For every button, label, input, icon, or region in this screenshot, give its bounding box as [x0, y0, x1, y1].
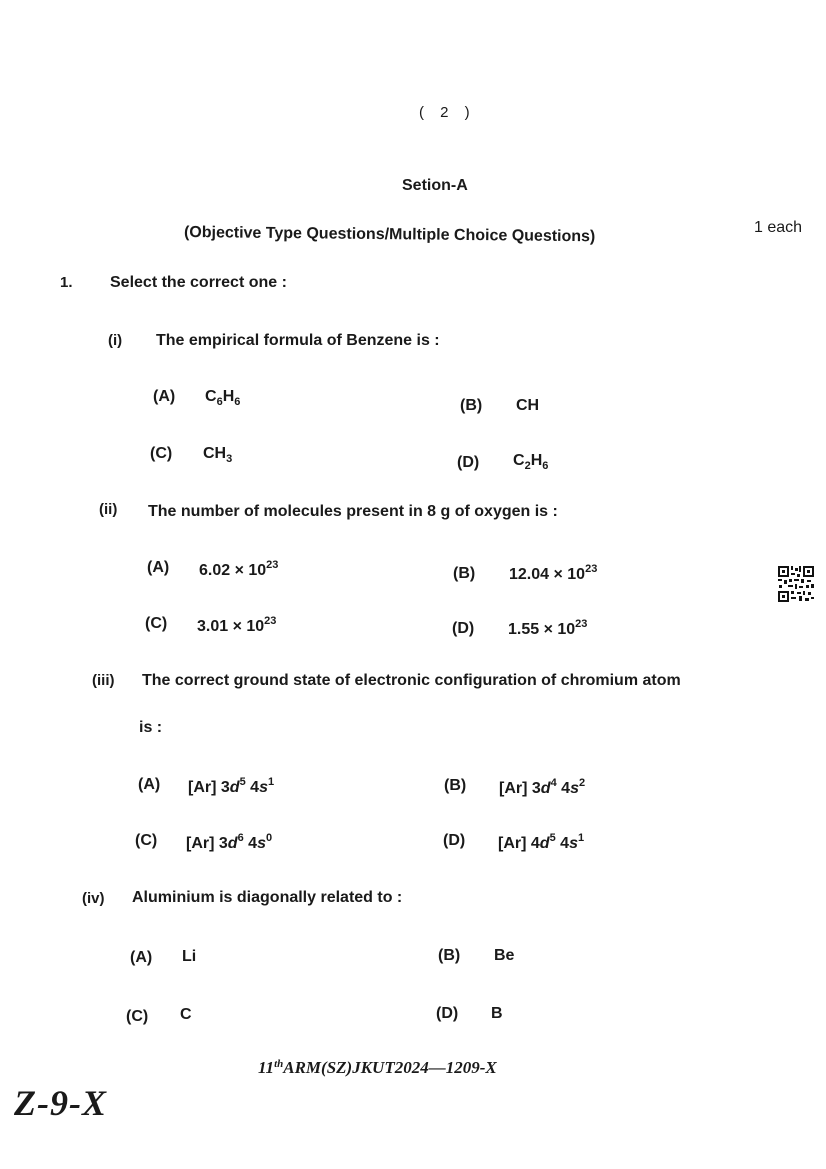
option-value: B — [491, 1005, 503, 1022]
option-label: (A) — [138, 776, 161, 793]
option-label: (C) — [145, 615, 168, 632]
part-label: (iv) — [82, 890, 105, 907]
option-value: [Ar] $3d^6$ $4s^0$ — [186, 832, 273, 852]
option-label: (A) — [153, 388, 176, 405]
option-label: (C) — [135, 832, 158, 849]
option-label: (D) — [457, 454, 480, 471]
option-label: (D) — [443, 832, 466, 849]
paper-code: 11thARM(SZ)JKUT2024—1209-X — [258, 1058, 497, 1077]
option-value: $6.02 \times 10^{23}$ — [199, 559, 279, 579]
option-label: (A) — [130, 949, 153, 966]
option-value: $12.04 \times 10^{23}$ — [509, 563, 598, 583]
option-label: (D) — [436, 1005, 459, 1022]
option-value: C — [180, 1006, 192, 1023]
part-label: (i) — [108, 332, 123, 349]
part-question-text: The correct ground state of electronic configuration of chromium atom — [142, 672, 681, 689]
option-value: CH — [516, 397, 540, 414]
part-label: (ii) — [99, 501, 118, 518]
page-number: ( 2 ) — [419, 104, 476, 121]
question-number: 1. — [60, 274, 73, 291]
option-label: (A) — [147, 559, 170, 576]
section-subtitle: (Objective Type Questions/Multiple Choice Questions) — [183, 224, 596, 246]
option-value: Li — [182, 948, 197, 965]
option-value: Be — [494, 947, 515, 964]
marks-per-question: 1 each — [754, 219, 803, 236]
set-code: Z-9-X — [14, 1083, 107, 1123]
option-label: (B) — [438, 947, 461, 964]
option-value: $C_2H_6$ — [513, 452, 549, 472]
part-question-text: The number of molecules present in 8 g of oxygen is : — [148, 503, 558, 520]
option-label: (B) — [460, 397, 483, 414]
option-value: $1.55 \times 10^{23}$ — [508, 618, 588, 638]
option-label: (B) — [453, 565, 476, 582]
question-instruction: Select the correct one : — [110, 274, 287, 291]
part-question-text: The empirical formula of Benzene is : — [156, 332, 440, 349]
option-value: $CH_3$ — [203, 445, 233, 465]
option-value: $C_6H_6$ — [205, 388, 241, 408]
part-label: (iii) — [92, 672, 115, 689]
option-label: (C) — [126, 1008, 149, 1025]
option-label: (D) — [452, 620, 475, 637]
part-question-text: Aluminium is diagonally related to : — [132, 889, 403, 906]
option-value: [Ar] $4d^5$ $4s^1$ — [498, 832, 585, 852]
option-label: (B) — [444, 777, 467, 794]
section-title: Setion-A — [402, 177, 468, 194]
option-value: [Ar] $3d^5$ $4s^1$ — [188, 776, 275, 796]
option-value: $3.01 \times 10^{23}$ — [197, 615, 277, 635]
option-value: [Ar] $3d^4$ $4s^2$ — [499, 777, 586, 797]
option-label: (C) — [150, 445, 173, 462]
part-question-text-continued: is : — [139, 719, 163, 736]
qr-code-icon — [777, 565, 815, 603]
